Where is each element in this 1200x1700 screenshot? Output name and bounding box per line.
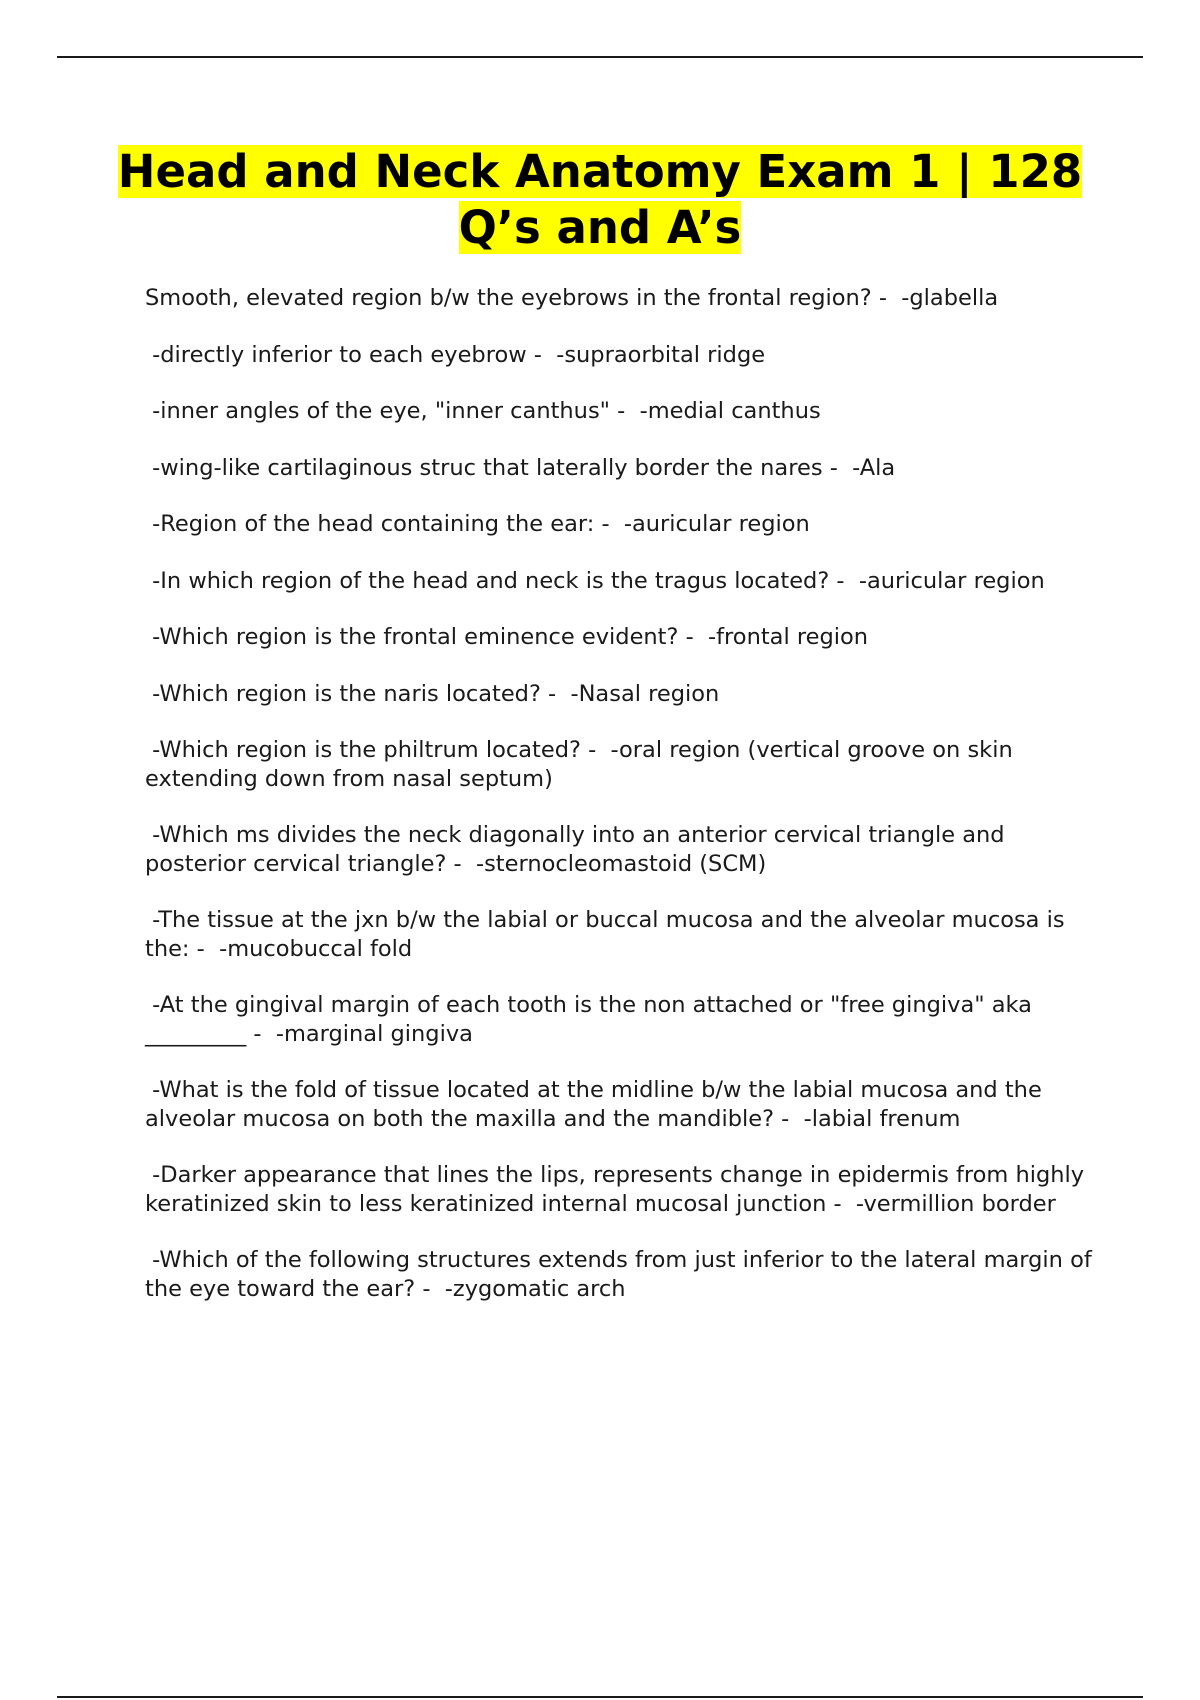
bottom-rule xyxy=(57,1696,1143,1698)
qa-item: -Which ms divides the neck diagonally into an anterior cervical triangle and posterior cervical triangle? - -sternocleomastoid (SCM) xyxy=(145,822,1012,877)
qa-item: -inner angles of the eye, "inner canthus" - -medial canthus xyxy=(145,398,821,424)
top-rule xyxy=(57,56,1143,58)
qa-item: -Which region is the naris located? - -Nasal region xyxy=(145,680,720,707)
qa-item: -In which region of the head and neck is the tragus located? - -auricular region xyxy=(145,567,1045,594)
qa-item: -What is the fold of tissue located at the midline b/w the labial mucosa and the alveolar mucosa on both the maxilla and the mandible? - -labial frenum xyxy=(145,1077,1049,1132)
qa-item: -wing-like cartilaginous struc that laterally border the nares - -Ala xyxy=(145,454,896,481)
qa-item: -The tissue at the jxn b/w the labial or buccal mucosa and the alveolar mucosa is the: - -mucobuccal fold xyxy=(145,907,1072,962)
title-highlight: Head and Neck Anatomy Exam 1 | 128 Q’s and A’s xyxy=(117,145,1083,254)
qa-item: -Which region is the frontal eminence evident? - -frontal region xyxy=(145,624,869,650)
title-block xyxy=(100,144,1100,256)
page-title xyxy=(100,144,1100,256)
qa-item: -Darker appearance that lines the lips, represents change in epidermis from highly keratinized skin to less keratinized internal mucosal junction - -vermillion border xyxy=(145,1162,1092,1217)
qa-item: -directly inferior to each eyebrow - -supraorbital ridge xyxy=(145,341,766,368)
qa-item: -Region of the head containing the ear: - -auricular region xyxy=(145,511,810,537)
qa-item: -Which region is the philtrum located? - -oral region (vertical groove on skin extending down from nasal septum) xyxy=(145,737,1020,792)
qa-item: -Which of the following structures extends from just inferior to the lateral margin of the eye toward the ear? - -zygomatic arch xyxy=(145,1247,1099,1302)
qa-item: Smooth, elevated region b/w the eyebrows in the frontal region? - -glabella xyxy=(145,285,999,311)
qa-list xyxy=(145,284,1099,1331)
qa-item: -At the gingival margin of each tooth is the non attached or "free gingiva" aka _________ - -marginal gingiva xyxy=(145,992,1040,1047)
